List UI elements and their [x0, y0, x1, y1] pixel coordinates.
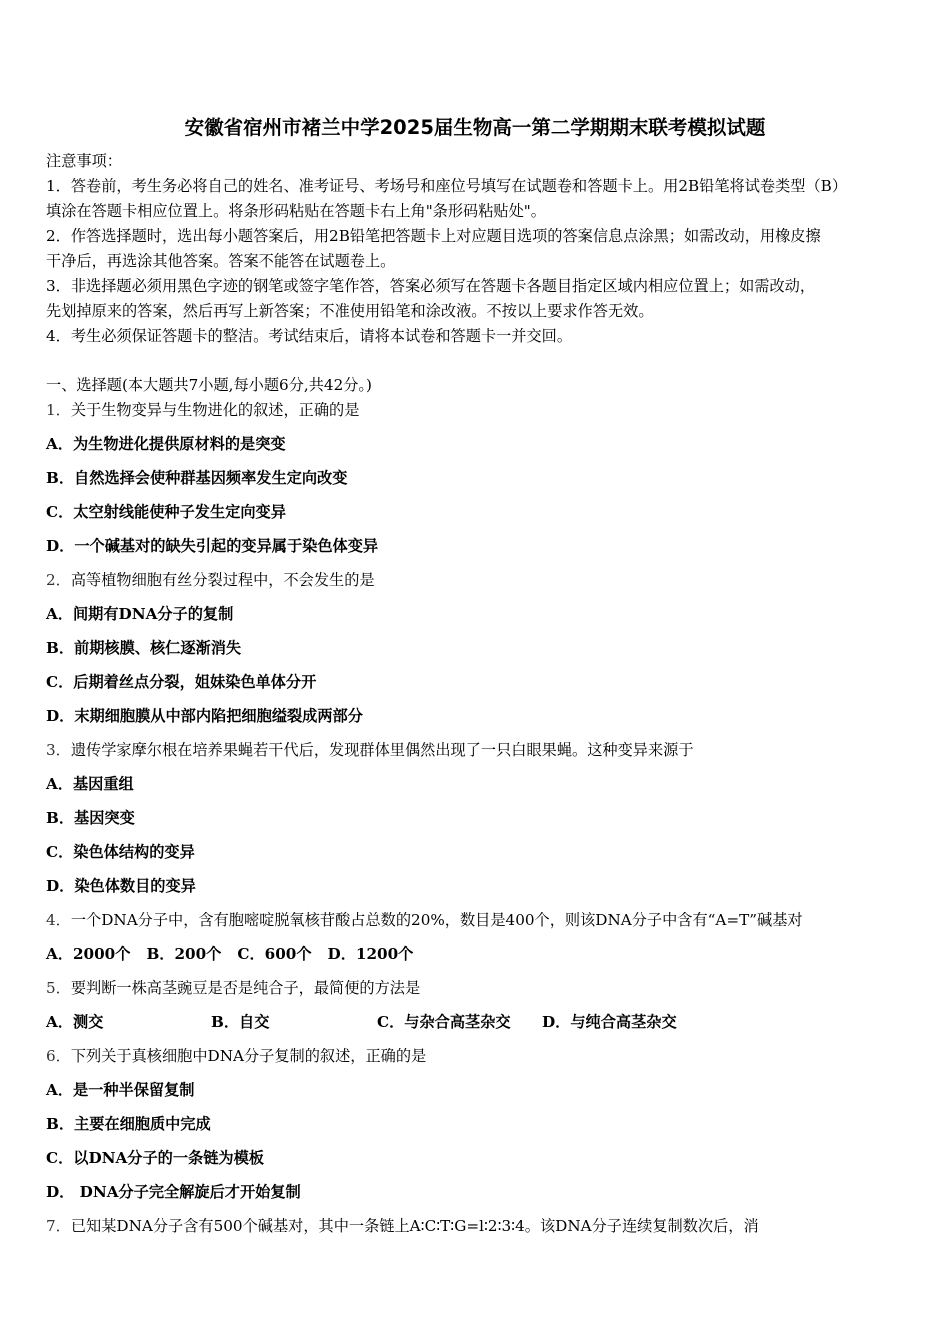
option: B．自交	[211, 1013, 270, 1031]
question-4	[46, 910, 803, 930]
notice-line: 4．考生必须保证答题卡的整洁。考试结束后，请将本试卷和答题卡一并交回。	[46, 327, 573, 345]
question-1	[46, 400, 359, 420]
notice-line: 先划掉原来的答案，然后再写上新答案；不准使用铅笔和涂改液。不按以上要求作答无效。	[46, 302, 654, 320]
option: C．以DNA分子的一条链为模板	[46, 1149, 264, 1167]
question-2	[46, 570, 375, 590]
option: D．一个碱基对的缺失引起的变异属于染色体变异	[46, 537, 379, 555]
option: A．间期有DNA分子的复制	[46, 605, 234, 623]
option: B．基因突变	[46, 809, 135, 827]
option-row	[46, 944, 413, 964]
question-7	[46, 1216, 759, 1236]
question-number: 1．	[46, 401, 71, 419]
option: D．与纯合高茎杂交	[542, 1013, 677, 1031]
question-stem: 关于生物变异与生物进化的叙述，正确的是	[70, 401, 360, 419]
question-number: 2．	[46, 571, 71, 589]
notice-line: 3．非选择题必须用黑色字迹的钢笔或签字笔作答，答案必须写在答题卡各题目指定区域内相应位置上；如需改动，	[46, 277, 816, 295]
option: C．600个	[237, 945, 312, 963]
question-5	[46, 978, 420, 998]
option: A．是一种半保留复制	[46, 1081, 195, 1099]
notice-line: 填涂在答题卡相应位置上。将条形码粘贴在答题卡右上角"条形码粘贴处"。	[46, 202, 546, 220]
option: B．前期核膜、核仁逐渐消失	[46, 639, 242, 657]
option: C．太空射线能使种子发生定向变异	[46, 503, 286, 521]
page-title: 安徽省宿州市褚兰中学2025届生物高一第二学期期末联考模拟试题	[184, 116, 766, 139]
section-heading: 一、选择题(本大题共7小题,每小题6分,共42分。)	[46, 376, 372, 394]
question-stem: 已知某DNA分子含有500个碱基对，其中一条链上A∶C∶T∶G=l∶2∶3∶4。该DNA分子连续复制数次后，消	[70, 1217, 759, 1235]
notice-line: 2．作答选择题时，选出每小题答案后，用2B铅笔把答题卡上对应题目选项的答案信息点涂黑；如需改动，用橡皮擦	[46, 227, 821, 245]
option: A．基因重组	[46, 775, 134, 793]
question-number: 7．	[46, 1217, 71, 1235]
notice-heading: 注意事项：	[46, 152, 122, 170]
question-stem: 遗传学家摩尔根在培养果蝇若干代后，发现群体里偶然出现了一只白眼果蝇。这种变异来源于	[70, 741, 694, 759]
option: C．与杂合高茎杂交	[377, 1013, 511, 1031]
question-stem: 要判断一株高茎豌豆是否是纯合子，最简便的方法是	[70, 979, 421, 997]
question-3	[46, 740, 694, 760]
notice-line: 干净后，再选涂其他答案。答案不能答在试题卷上。	[46, 252, 396, 270]
question-stem: 一个DNA分子中，含有胞嘧啶脱氧核苷酸占总数的20%，数目是400个，则该DNA分子中含有“A=T”碱基对	[70, 911, 803, 929]
question-number: 3．	[46, 741, 71, 759]
question-number: 4．	[46, 911, 71, 929]
option: D．1200个	[327, 945, 414, 963]
question-stem: 高等植物细胞有丝分裂过程中，不会发生的是	[70, 571, 375, 589]
notice-line: 1．答卷前，考生务必将自己的姓名、准考证号、考场号和座位号填写在试题卷和答题卡上。用2B铅笔将试卷类型（B）	[46, 177, 848, 195]
option: D． DNA分子完全解旋后才开始复制	[46, 1183, 301, 1201]
option: A．测交	[46, 1013, 104, 1031]
option: C．染色体结构的变异	[46, 843, 195, 861]
option: B．200个	[146, 945, 222, 963]
question-stem: 下列关于真核细胞中DNA分子复制的叙述，正确的是	[70, 1047, 427, 1065]
option: C．后期着丝点分裂，姐妹染色单体分开	[46, 673, 317, 691]
option: B．主要在细胞质中完成	[46, 1115, 211, 1133]
question-6	[46, 1046, 426, 1066]
option: B．自然选择会使种群基因频率发生定向改变	[46, 469, 348, 487]
option: A．2000个	[46, 945, 131, 963]
question-number: 6．	[46, 1047, 71, 1065]
option: D．染色体数目的变异	[46, 877, 196, 895]
option: D．末期细胞膜从中部内陷把细胞缢裂成两部分	[46, 707, 363, 725]
question-number: 5．	[46, 979, 71, 997]
option: A．为生物进化提供原材料的是突变	[46, 435, 286, 453]
